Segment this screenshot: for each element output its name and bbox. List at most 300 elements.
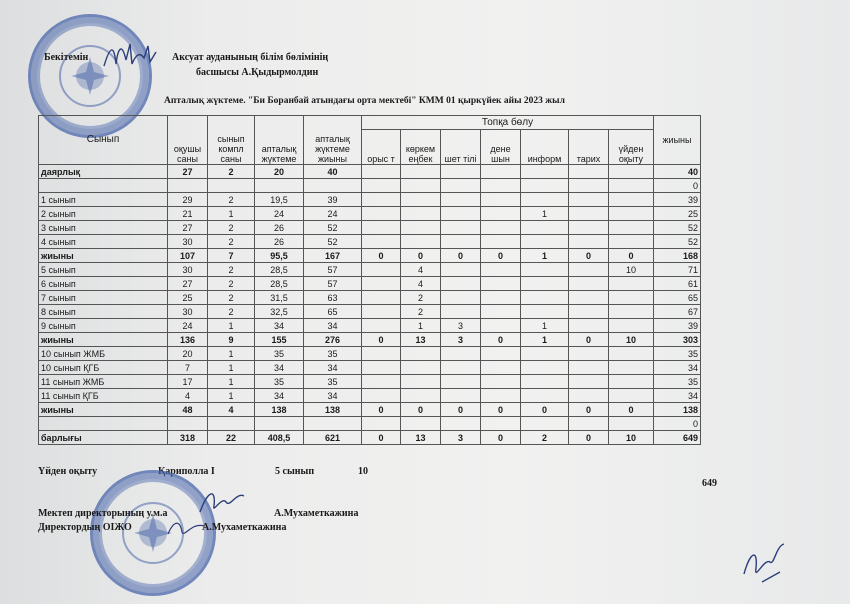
deputy-name: А.Мухаметкажина xyxy=(202,522,287,533)
table-cell xyxy=(441,277,481,291)
table-cell: 1 xyxy=(208,389,255,403)
table-cell xyxy=(609,207,654,221)
table-cell xyxy=(569,291,609,305)
row-total-cell: 35 xyxy=(654,375,701,389)
table-cell xyxy=(481,277,521,291)
table-row xyxy=(39,333,701,347)
col-header-group: тарих xyxy=(569,130,609,165)
table-row xyxy=(39,305,701,319)
col-header-total: жиыны xyxy=(654,116,701,165)
table-cell: 34 xyxy=(304,389,362,403)
table-cell: 1 xyxy=(521,333,569,347)
table-cell xyxy=(481,193,521,207)
col-header-sets: сынып компл саны xyxy=(208,116,255,165)
table-cell xyxy=(481,221,521,235)
table-cell xyxy=(481,389,521,403)
row-total-cell: 65 xyxy=(654,291,701,305)
table-cell xyxy=(609,179,654,193)
table-cell xyxy=(255,179,304,193)
col-header-group-split: Топқа бөлу xyxy=(362,116,654,130)
department-line: Аксуат ауданының білім бөлімінің xyxy=(172,52,329,63)
table-row xyxy=(39,361,701,375)
approval-label: Бекітемін xyxy=(44,52,89,63)
table-cell: 138 xyxy=(255,403,304,417)
table-row xyxy=(39,165,701,179)
table-cell xyxy=(521,235,569,249)
col-header-group: дене шын xyxy=(481,130,521,165)
table-cell: 0 xyxy=(521,403,569,417)
table-cell xyxy=(481,165,521,179)
table-cell: 27 xyxy=(168,221,208,235)
table-cell xyxy=(609,389,654,403)
table-cell: 2 xyxy=(208,193,255,207)
table-row xyxy=(39,319,701,333)
table-cell: 155 xyxy=(255,333,304,347)
col-header-group: көркем еңбек xyxy=(401,130,441,165)
table-cell xyxy=(521,193,569,207)
table-cell: 35 xyxy=(304,375,362,389)
table-cell: 0 xyxy=(362,431,401,445)
table-cell: 10 xyxy=(609,333,654,347)
table-cell xyxy=(521,165,569,179)
table-cell xyxy=(569,347,609,361)
row-total-cell: 0 xyxy=(654,179,701,193)
home-schooling-label: Үйден оқыту xyxy=(38,466,98,477)
table-cell xyxy=(362,277,401,291)
table-cell xyxy=(481,361,521,375)
row-label-cell xyxy=(39,179,168,193)
table-cell xyxy=(441,221,481,235)
table-cell: 0 xyxy=(362,333,401,347)
table-cell: 30 xyxy=(168,263,208,277)
table-cell xyxy=(441,291,481,305)
table-cell xyxy=(609,305,654,319)
table-cell: 57 xyxy=(304,263,362,277)
table-cell xyxy=(441,193,481,207)
table-cell: 63 xyxy=(304,291,362,305)
table-cell xyxy=(401,235,441,249)
row-total-cell: 649 xyxy=(654,431,701,445)
table-cell xyxy=(609,165,654,179)
workload-table xyxy=(38,115,701,445)
row-label-cell: 5 сынып xyxy=(39,263,168,277)
table-cell: 9 xyxy=(208,333,255,347)
grand-total-note: 649 xyxy=(702,478,717,489)
table-cell xyxy=(569,277,609,291)
table-cell xyxy=(362,165,401,179)
table-cell: 48 xyxy=(168,403,208,417)
table-cell xyxy=(481,291,521,305)
row-label-cell: 8 сынып xyxy=(39,305,168,319)
table-cell: 1 xyxy=(208,207,255,221)
table-cell xyxy=(441,305,481,319)
table-cell: 3 xyxy=(441,431,481,445)
table-cell: 0 xyxy=(441,249,481,263)
table-cell xyxy=(208,179,255,193)
row-label-cell: 10 сынып ЖМБ xyxy=(39,347,168,361)
table-cell xyxy=(441,389,481,403)
row-total-cell: 35 xyxy=(654,347,701,361)
table-cell: 34 xyxy=(304,361,362,375)
table-cell: 52 xyxy=(304,221,362,235)
table-cell xyxy=(521,305,569,319)
col-header-group: шет тілі xyxy=(441,130,481,165)
table-cell xyxy=(401,389,441,403)
table-cell: 2 xyxy=(208,235,255,249)
table-cell xyxy=(481,179,521,193)
director-name: А.Мухаметкажина xyxy=(274,508,359,519)
table-cell xyxy=(401,165,441,179)
table-cell xyxy=(569,235,609,249)
table-cell xyxy=(362,361,401,375)
table-cell xyxy=(569,179,609,193)
table-cell: 34 xyxy=(304,319,362,333)
table-cell: 4 xyxy=(401,263,441,277)
table-cell: 2 xyxy=(208,305,255,319)
row-label-cell: жиыны xyxy=(39,333,168,347)
row-total-cell: 168 xyxy=(654,249,701,263)
table-cell xyxy=(168,179,208,193)
table-cell: 39 xyxy=(304,193,362,207)
table-cell xyxy=(168,417,208,431)
table-cell xyxy=(362,263,401,277)
table-cell xyxy=(401,221,441,235)
table-cell: 1 xyxy=(208,361,255,375)
table-cell: 2 xyxy=(208,221,255,235)
table-cell: 29 xyxy=(168,193,208,207)
table-cell: 32,5 xyxy=(255,305,304,319)
table-cell xyxy=(362,319,401,333)
table-cell xyxy=(441,375,481,389)
row-label-cell: жиыны xyxy=(39,403,168,417)
table-cell: 27 xyxy=(168,165,208,179)
table-cell: 4 xyxy=(168,389,208,403)
table-cell: 408,5 xyxy=(255,431,304,445)
table-cell: 0 xyxy=(569,333,609,347)
row-total-cell: 71 xyxy=(654,263,701,277)
table-cell: 34 xyxy=(255,319,304,333)
table-cell xyxy=(401,361,441,375)
table-cell: 1 xyxy=(521,319,569,333)
table-cell xyxy=(569,221,609,235)
table-cell xyxy=(609,347,654,361)
table-cell xyxy=(609,291,654,305)
table-cell: 34 xyxy=(255,361,304,375)
table-cell: 10 xyxy=(609,431,654,445)
table-cell xyxy=(255,417,304,431)
table-cell xyxy=(609,417,654,431)
table-cell: 7 xyxy=(208,249,255,263)
table-cell xyxy=(609,193,654,207)
table-cell xyxy=(481,235,521,249)
table-cell: 7 xyxy=(168,361,208,375)
table-cell: 31,5 xyxy=(255,291,304,305)
table-cell xyxy=(362,179,401,193)
table-cell: 0 xyxy=(481,249,521,263)
table-cell: 1 xyxy=(208,375,255,389)
home-schooling-class: 5 сынып xyxy=(275,466,315,477)
col-header-group: үйден оқыту xyxy=(609,130,654,165)
table-cell: 24 xyxy=(304,207,362,221)
table-cell xyxy=(362,347,401,361)
table-cell xyxy=(481,417,521,431)
home-schooling-student: Қариполла І xyxy=(158,466,215,477)
table-cell xyxy=(569,375,609,389)
table-cell: 0 xyxy=(569,249,609,263)
table-cell: 621 xyxy=(304,431,362,445)
table-cell xyxy=(481,207,521,221)
row-label-cell: 10 сынып ҚГБ xyxy=(39,361,168,375)
table-cell xyxy=(521,417,569,431)
table-cell: 17 xyxy=(168,375,208,389)
table-cell xyxy=(569,389,609,403)
table-cell xyxy=(441,179,481,193)
table-cell xyxy=(609,221,654,235)
table-cell: 26 xyxy=(255,235,304,249)
table-cell xyxy=(441,417,481,431)
row-total-cell: 52 xyxy=(654,235,701,249)
table-row xyxy=(39,263,701,277)
table-cell: 57 xyxy=(304,277,362,291)
table-cell xyxy=(362,207,401,221)
row-total-cell: 25 xyxy=(654,207,701,221)
table-cell: 3 xyxy=(441,319,481,333)
table-cell xyxy=(521,389,569,403)
table-cell xyxy=(521,347,569,361)
table-cell: 0 xyxy=(362,403,401,417)
table-cell xyxy=(362,417,401,431)
row-label-cell: 1 сынып xyxy=(39,193,168,207)
table-row xyxy=(39,417,701,431)
table-cell: 0 xyxy=(481,403,521,417)
table-cell: 24 xyxy=(255,207,304,221)
table-cell: 2 xyxy=(521,431,569,445)
table-cell xyxy=(481,305,521,319)
table-cell: 0 xyxy=(401,249,441,263)
row-label-cell: 2 сынып xyxy=(39,207,168,221)
table-row xyxy=(39,179,701,193)
table-cell: 276 xyxy=(304,333,362,347)
table-cell xyxy=(401,375,441,389)
table-cell xyxy=(362,305,401,319)
table-cell: 21 xyxy=(168,207,208,221)
table-cell xyxy=(609,319,654,333)
table-cell xyxy=(569,361,609,375)
table-row xyxy=(39,221,701,235)
table-cell xyxy=(569,165,609,179)
col-header-students: оқушы саны xyxy=(168,116,208,165)
table-cell: 2 xyxy=(208,277,255,291)
row-total-cell: 138 xyxy=(654,403,701,417)
col-header-class: Сынып xyxy=(39,116,168,165)
table-cell: 27 xyxy=(168,277,208,291)
table-cell: 167 xyxy=(304,249,362,263)
table-cell: 26 xyxy=(255,221,304,235)
row-total-cell: 34 xyxy=(654,389,701,403)
table-cell: 4 xyxy=(208,403,255,417)
row-label-cell: 9 сынып xyxy=(39,319,168,333)
table-cell xyxy=(208,417,255,431)
table-cell: 35 xyxy=(255,375,304,389)
table-cell xyxy=(609,277,654,291)
row-total-cell: 0 xyxy=(654,417,701,431)
table-cell: 0 xyxy=(609,403,654,417)
row-label-cell: барлығы xyxy=(39,431,168,445)
table-row xyxy=(39,347,701,361)
signature-top xyxy=(100,38,160,74)
row-label-cell: даярлық xyxy=(39,165,168,179)
document-title: Апталық жүктеме. "Би Боранбай атындағы орта мектебі" КММ 01 қыркүйек айы 2023 жыл xyxy=(164,96,565,106)
row-label-cell: жиыны xyxy=(39,249,168,263)
deputy-label: Директордың ОІЖО xyxy=(38,522,132,533)
table-cell: 30 xyxy=(168,305,208,319)
table-cell: 2 xyxy=(208,263,255,277)
table-cell xyxy=(521,221,569,235)
table-cell xyxy=(401,347,441,361)
row-total-cell: 52 xyxy=(654,221,701,235)
table-cell xyxy=(569,305,609,319)
table-cell: 0 xyxy=(401,403,441,417)
table-cell: 28,5 xyxy=(255,277,304,291)
table-cell: 136 xyxy=(168,333,208,347)
table-cell xyxy=(441,207,481,221)
table-cell: 0 xyxy=(609,249,654,263)
row-total-cell: 39 xyxy=(654,319,701,333)
table-cell: 1 xyxy=(521,207,569,221)
table-cell xyxy=(401,207,441,221)
table-cell: 1 xyxy=(401,319,441,333)
table-cell: 20 xyxy=(168,347,208,361)
row-total-cell: 61 xyxy=(654,277,701,291)
table-row xyxy=(39,207,701,221)
col-header-weekly-total: апталық жүктеме жиыны xyxy=(304,116,362,165)
table-cell: 22 xyxy=(208,431,255,445)
table-cell xyxy=(481,319,521,333)
table-row xyxy=(39,375,701,389)
table-cell: 52 xyxy=(304,235,362,249)
table-cell xyxy=(609,235,654,249)
signature-margin xyxy=(740,538,790,588)
table-cell: 2 xyxy=(208,165,255,179)
table-cell: 95,5 xyxy=(255,249,304,263)
table-cell xyxy=(569,417,609,431)
table-cell: 25 xyxy=(168,291,208,305)
table-cell xyxy=(569,319,609,333)
table-cell: 35 xyxy=(255,347,304,361)
row-label-cell: 7 сынып xyxy=(39,291,168,305)
table-cell: 2 xyxy=(401,291,441,305)
table-cell xyxy=(609,375,654,389)
row-total-cell: 34 xyxy=(654,361,701,375)
table-cell: 318 xyxy=(168,431,208,445)
table-cell xyxy=(362,235,401,249)
table-row xyxy=(39,403,701,417)
table-row xyxy=(39,431,701,445)
col-header-group: информ xyxy=(521,130,569,165)
col-header-group: орыс т xyxy=(362,130,401,165)
table-cell xyxy=(481,263,521,277)
table-cell xyxy=(521,263,569,277)
table-cell xyxy=(362,375,401,389)
table-cell xyxy=(481,347,521,361)
row-total-cell: 303 xyxy=(654,333,701,347)
table-cell xyxy=(304,179,362,193)
table-cell xyxy=(401,193,441,207)
row-total-cell: 40 xyxy=(654,165,701,179)
table-cell: 138 xyxy=(304,403,362,417)
table-cell: 2 xyxy=(208,291,255,305)
col-header-weekly: апталық жүктеме xyxy=(255,116,304,165)
signature-deputy xyxy=(166,516,206,540)
table-cell: 0 xyxy=(569,431,609,445)
row-label-cell: 3 сынып xyxy=(39,221,168,235)
department-head-line: басшысы А.Қыдырмолдин xyxy=(196,67,319,78)
table-cell: 1 xyxy=(521,249,569,263)
table-cell: 107 xyxy=(168,249,208,263)
home-schooling-hours: 10 xyxy=(358,466,368,477)
table-cell: 2 xyxy=(401,305,441,319)
table-cell: 1 xyxy=(208,347,255,361)
row-label-cell: 11 сынып ЖМБ xyxy=(39,375,168,389)
table-cell xyxy=(521,375,569,389)
table-cell xyxy=(441,361,481,375)
table-cell xyxy=(569,193,609,207)
table-cell xyxy=(521,361,569,375)
table-cell: 4 xyxy=(401,277,441,291)
table-cell: 28,5 xyxy=(255,263,304,277)
table-cell: 13 xyxy=(401,431,441,445)
table-cell xyxy=(362,389,401,403)
table-cell: 3 xyxy=(441,333,481,347)
row-label-cell: 4 сынып xyxy=(39,235,168,249)
row-label-cell: 6 сынып xyxy=(39,277,168,291)
table-cell xyxy=(401,179,441,193)
table-row xyxy=(39,193,701,207)
table-row xyxy=(39,249,701,263)
table-cell xyxy=(441,165,481,179)
table-cell: 10 xyxy=(609,263,654,277)
table-cell xyxy=(441,263,481,277)
table-cell xyxy=(362,291,401,305)
table-cell: 35 xyxy=(304,347,362,361)
signature-director xyxy=(196,484,248,518)
table-cell: 65 xyxy=(304,305,362,319)
table-cell: 0 xyxy=(481,333,521,347)
table-cell xyxy=(441,235,481,249)
table-cell xyxy=(569,207,609,221)
table-cell: 0 xyxy=(441,403,481,417)
table-cell xyxy=(481,375,521,389)
row-label-cell: 11 сынып ҚГБ xyxy=(39,389,168,403)
table-cell: 13 xyxy=(401,333,441,347)
table-cell xyxy=(362,221,401,235)
table-row xyxy=(39,235,701,249)
table-cell xyxy=(304,417,362,431)
table-row xyxy=(39,389,701,403)
table-cell: 0 xyxy=(362,249,401,263)
table-cell: 24 xyxy=(168,319,208,333)
table-cell: 0 xyxy=(569,403,609,417)
director-label: Мектеп директорының у.м.а xyxy=(38,508,168,519)
table-cell: 1 xyxy=(208,319,255,333)
row-total-cell: 67 xyxy=(654,305,701,319)
table-cell: 19,5 xyxy=(255,193,304,207)
table-cell xyxy=(401,417,441,431)
table-cell: 20 xyxy=(255,165,304,179)
table-cell xyxy=(441,347,481,361)
table-cell xyxy=(521,277,569,291)
row-total-cell: 39 xyxy=(654,193,701,207)
